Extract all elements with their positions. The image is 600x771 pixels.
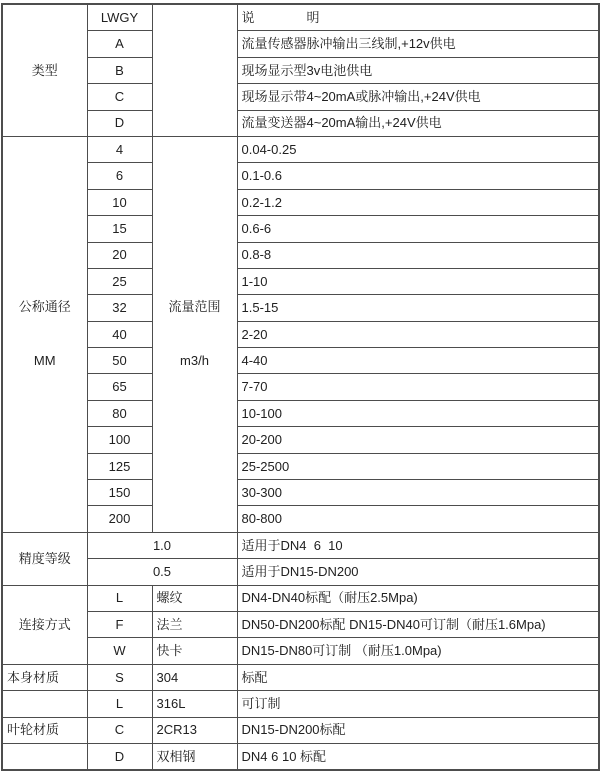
diameter-label-line1: 公称通径 xyxy=(18,299,71,315)
empty-cell xyxy=(152,4,237,136)
range-cell: 80-800 xyxy=(237,506,599,532)
type-code-cell: C xyxy=(87,84,152,110)
type-desc-cell: 现场显示型3v电池供电 xyxy=(237,57,599,83)
connection-name-cell: 法兰 xyxy=(152,611,237,637)
section-label-connection: 连接方式 xyxy=(2,585,87,664)
material-name-cell: 304 xyxy=(152,664,237,690)
table-row xyxy=(2,242,599,268)
header-description-cell: 说 明 xyxy=(237,4,599,31)
connection-desc-cell: DN4-DN40标配（耐压2.5Mpa) xyxy=(237,585,599,611)
section-label-type: 类型 xyxy=(2,4,87,136)
table-row xyxy=(2,295,599,321)
range-cell: 0.8-8 xyxy=(237,242,599,268)
connection-name-cell: 快卡 xyxy=(152,638,237,664)
size-cell: 6 xyxy=(87,163,152,189)
material-desc-cell: 标配 xyxy=(237,664,599,690)
table-row xyxy=(2,559,599,585)
table-row xyxy=(2,31,599,57)
empty-label-cell xyxy=(2,743,87,770)
empty-label-cell xyxy=(2,691,87,717)
table-row xyxy=(2,506,599,532)
material-desc-cell: DN15-DN200标配 xyxy=(237,717,599,743)
spec-table xyxy=(1,3,600,771)
table-row xyxy=(2,743,599,770)
table-row xyxy=(2,110,599,136)
section-label-diameter xyxy=(2,136,87,532)
range-cell: 1-10 xyxy=(237,268,599,294)
range-cell: 1.5-15 xyxy=(237,295,599,321)
range-cell: 0.1-0.6 xyxy=(237,163,599,189)
material-desc-cell: 可订制 xyxy=(237,691,599,717)
size-cell: 4 xyxy=(87,136,152,162)
range-cell: 20-200 xyxy=(237,427,599,453)
material-code-cell: S xyxy=(87,664,152,690)
type-desc-cell: 流量变送器4~20mA输出,+24V供电 xyxy=(237,110,599,136)
section-label-body-material: 本身材质 xyxy=(2,664,87,690)
size-cell: 50 xyxy=(87,348,152,374)
table-row xyxy=(2,691,599,717)
size-cell: 65 xyxy=(87,374,152,400)
range-cell: 10-100 xyxy=(237,400,599,426)
table-row xyxy=(2,611,599,637)
table-row xyxy=(2,664,599,690)
table-row xyxy=(2,57,599,83)
diameter-label-line2: MM xyxy=(33,352,56,368)
table-row xyxy=(2,374,599,400)
connection-desc-cell: DN15-DN80可订制 （耐压1.0Mpa) xyxy=(237,638,599,664)
table-row xyxy=(2,348,599,374)
range-cell: 2-20 xyxy=(237,321,599,347)
size-cell: 200 xyxy=(87,506,152,532)
accuracy-desc-cell: 适用于DN15-DN200 xyxy=(237,559,599,585)
accuracy-value-cell: 1.0 xyxy=(87,532,237,558)
range-cell: 25-2500 xyxy=(237,453,599,479)
flow-label-line1: 流量范围 xyxy=(168,299,221,315)
table-row xyxy=(2,321,599,347)
connection-name-cell: 螺纹 xyxy=(152,585,237,611)
section-label-impeller-material: 叶轮材质 xyxy=(2,717,87,743)
connection-desc-cell: DN50-DN200标配 DN15-DN40可订制（耐压1.6Mpa) xyxy=(237,611,599,637)
table-row xyxy=(2,400,599,426)
table-row xyxy=(2,480,599,506)
accuracy-desc-cell: 适用于DN4 6 10 xyxy=(237,532,599,558)
type-desc-cell: 流量传感器脉冲输出三线制,+12v供电 xyxy=(237,31,599,57)
table-row xyxy=(2,163,599,189)
material-code-cell: D xyxy=(87,743,152,770)
size-cell: 25 xyxy=(87,268,152,294)
table-row xyxy=(2,84,599,110)
table-row xyxy=(2,136,599,162)
material-name-cell: 双相钢 xyxy=(152,743,237,770)
material-code-cell: C xyxy=(87,717,152,743)
table-row xyxy=(2,189,599,215)
range-cell: 0.04-0.25 xyxy=(237,136,599,162)
range-cell: 4-40 xyxy=(237,348,599,374)
table-row xyxy=(2,453,599,479)
material-name-cell: 316L xyxy=(152,691,237,717)
size-cell: 100 xyxy=(87,427,152,453)
connection-code-cell: F xyxy=(87,611,152,637)
table-row xyxy=(2,717,599,743)
connection-code-cell: W xyxy=(87,638,152,664)
section-label-accuracy: 精度等级 xyxy=(2,532,87,585)
type-code-cell: A xyxy=(87,31,152,57)
size-cell: 125 xyxy=(87,453,152,479)
type-code-cell: B xyxy=(87,57,152,83)
material-desc-cell: DN4 6 10 标配 xyxy=(237,743,599,770)
size-cell: 80 xyxy=(87,400,152,426)
size-cell: 20 xyxy=(87,242,152,268)
header-code-cell: LWGY xyxy=(87,4,152,31)
table-row xyxy=(2,216,599,242)
material-name-cell: 2CR13 xyxy=(152,717,237,743)
table-row xyxy=(2,268,599,294)
material-code-cell: L xyxy=(87,691,152,717)
connection-code-cell: L xyxy=(87,585,152,611)
table-row xyxy=(2,585,599,611)
size-cell: 32 xyxy=(87,295,152,321)
accuracy-value-cell: 0.5 xyxy=(87,559,237,585)
table-row xyxy=(2,532,599,558)
range-cell: 0.2-1.2 xyxy=(237,189,599,215)
type-desc-cell: 现场显示带4~20mA或脉冲输出,+24V供电 xyxy=(237,84,599,110)
table-row xyxy=(2,427,599,453)
type-code-cell: D xyxy=(87,110,152,136)
size-cell: 40 xyxy=(87,321,152,347)
flow-label-line2: m3/h xyxy=(180,352,209,368)
table-row xyxy=(2,638,599,664)
range-cell: 7-70 xyxy=(237,374,599,400)
table-row xyxy=(2,4,599,31)
size-cell: 10 xyxy=(87,189,152,215)
size-cell: 150 xyxy=(87,480,152,506)
size-cell: 15 xyxy=(87,216,152,242)
flow-range-label xyxy=(152,136,237,532)
range-cell: 30-300 xyxy=(237,480,599,506)
range-cell: 0.6-6 xyxy=(237,216,599,242)
